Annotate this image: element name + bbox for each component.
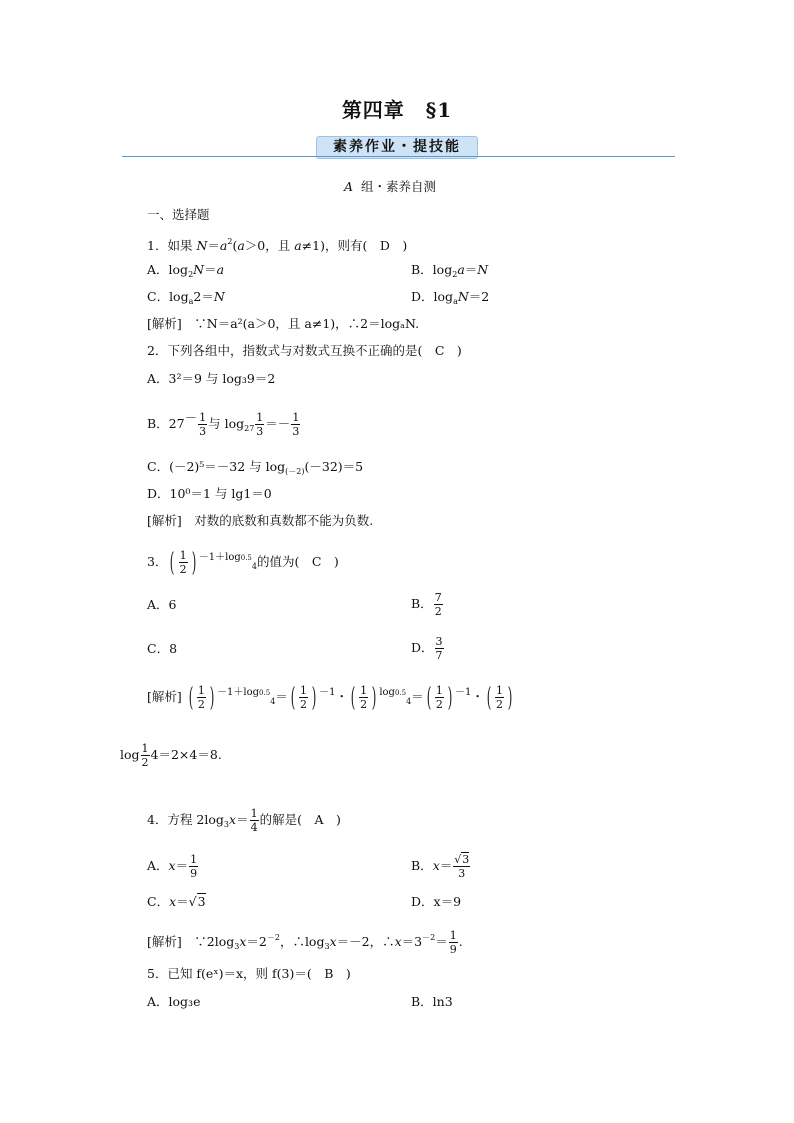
q4-option-b: B．x＝ $\frac{√3}{3}$ [411,853,470,880]
q1-stem-post: ，则有( D ) [324,238,408,253]
q2-option-b: B．27－ $\frac{1}{3}$ 与 $\log_{27}$ $\frac{1}{3}$ ＝－ $\frac{1}{3}$ [147,410,300,438]
group-label: 组・素养自测 [361,179,437,194]
section-heading: 一、选择题 [147,207,210,222]
q5-option-b: B．ln3 [411,994,453,1009]
q1-solution: [解析] ∵N＝a²(a＞0，且 a≠1)，∴2＝logₐN. [147,316,420,331]
q1-stem: 1．如果 $N=a^2(a>0$，且 a≠1)，则有( D ) [147,237,408,253]
q2-solution: [解析] 对数的底数和真数都不能为负数. [147,513,374,528]
q4-option-c: C．x＝√3 [147,894,206,909]
group-letter: A [344,179,354,194]
q1-option-b: B．$\log_2a=N$ [411,262,489,279]
q2-stem: 2．下列各组中，指数式与对数式互换不正确的是( C ) [147,343,462,358]
q4-option-d: D．x＝9 [411,894,462,909]
q4-solution: [解析] $\because 2\log_3x=2^{-2}$，$\therefore\log_3x=-2$，$\therefore x=3^{-2}=$ $\frac{1}{9}$ . [147,929,463,956]
section-banner: 素养作业・提技能 [316,136,478,159]
q2-option-d: D．10⁰＝1 与 lg1＝0 [147,486,272,501]
q4-stem: 4．方程 $2\log_3x=$ $\frac{1}{4}$ 的解是( A ) [147,807,341,834]
q3-solution-cont: log $\frac{1}{2}$ 4＝2×4＝8. [120,742,222,769]
q2-option-c: C．(－2)⁵＝－32 与 $\log_{(-2)}(-32)=5$ [147,459,364,476]
q5-stem: 5．已知 f(eˣ)＝x，则 f(3)＝( B ) [147,966,351,981]
page-title: 第四章 §1 [341,98,453,122]
group-heading [344,179,436,195]
q3-option-b: B． $\frac{7}{2}$ [411,591,442,618]
q3-stem: 3． ( $\frac{1}{2}$ ) $^{-1+log0.5}_4$的值为( C ) [147,547,339,578]
q5-option-a: A．log₃e [147,994,201,1009]
q1-stem-pre: 1．如果 [147,238,197,253]
q1-option-c: C．$\log_a2=N$ [147,289,225,306]
q3-solution: [解析] ( $\frac{1}{2}$ ) $^{-1+log0.5}_4$＝ ( $\frac{1}{2}$ ) $^{-1}$・ ( $\frac{1}{2}$ ) $^{log0.5}_4$＝ ( $\frac{1}{2}$ ) $^{-1}$・ ( $\frac{1}{2}$ ) [147,682,513,713]
q3-option-a: A．6 [147,597,177,612]
q1-option-d: D．$\log_aN=2$ [411,289,490,306]
q2-option-a: A．3²＝9 与 log₃9＝2 [147,371,276,386]
q1-option-a: A．$\log_2N=a$ [147,262,225,279]
q3-option-d: D． $\frac{3}{7}$ [411,635,443,662]
q3-option-c: C．8 [147,641,178,656]
q4-option-a: A．x＝ $\frac{1}{9}$ [147,853,198,880]
banner-rule [122,156,675,157]
